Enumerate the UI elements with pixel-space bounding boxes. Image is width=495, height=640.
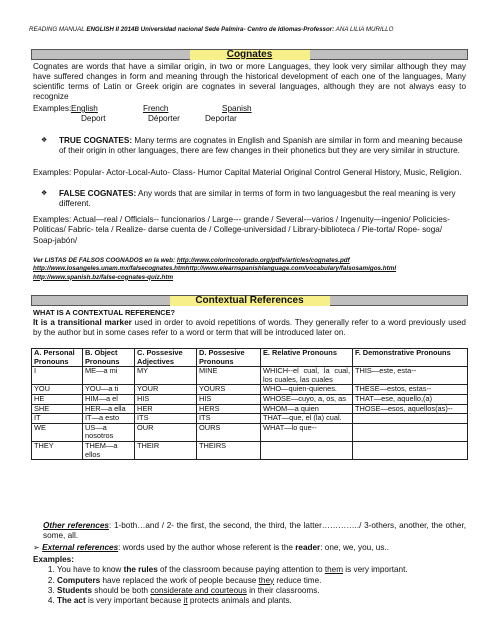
external-references-text-a: : words used by the author whose referent is the (118, 543, 296, 552)
table-cell: IT—a esto (83, 414, 135, 424)
word-spanish: Deportar (205, 114, 237, 123)
diamond-bullet-icon: ❖ (41, 190, 48, 197)
table-cell: THESE—estos, estas-- (353, 385, 468, 395)
table-cell: YOU (32, 385, 83, 395)
examples-label: Examples: (33, 104, 72, 113)
cognates-example-row (33, 104, 466, 114)
table-row (32, 441, 468, 459)
table-cell: HIS (135, 394, 197, 404)
page-header (29, 26, 469, 33)
external-references-label: External references (42, 543, 119, 552)
header-suffix: ANA LILIA MURILLO (335, 26, 394, 33)
true-cognates-label: TRUE COGNATES: (59, 136, 133, 145)
contextual-title-bar (31, 295, 468, 306)
table-cell (353, 414, 468, 424)
link-losangeles[interactable]: http://www.losangeles.unam.mx/falsecognates.htm (33, 265, 186, 273)
col-spanish: Spanish (222, 104, 252, 113)
table-header-cell: D. Possesive Pronouns (197, 349, 261, 367)
contextual-lead (33, 318, 466, 338)
false-examples-text: Actual—real / Officials-- funcionarios / Large--- grande / Several---varios / Ingenuity—ingenio/ Policicies-Politicas/ Fabric- tela / Realize- darse cuenta de / College-universidad / Library-biblioteca / Pie-torta/ Rope- soga/ Soap-jabón/ (33, 215, 450, 245)
links-block (33, 257, 473, 282)
table-cell: THOSE—esos, aquellos(as)-- (353, 404, 468, 414)
table-cell: WHOSE—cuyo, a, os, as (261, 394, 353, 404)
header-prefix: READING MANUAL (29, 26, 85, 33)
header-bold: ENGLISH II 2014B Universidad nacional Sede Palmira- Centro de Idiomas-Professor: (86, 26, 335, 33)
word-french: Déporter (148, 114, 180, 123)
table-header-cell: C. Possesive Adjectives (135, 349, 197, 367)
table-cell: MY (135, 367, 197, 385)
table-cell: THEY (32, 441, 83, 459)
table-header-cell: F. Demonstrative Pronouns (353, 349, 468, 367)
table-cell: THEIRS (197, 441, 261, 459)
word-english: Deport (81, 114, 106, 123)
col-english: English (71, 104, 98, 113)
table-cell: THEM—a ellos (83, 441, 135, 459)
links-intro: Ver LISTAS DE FALSOS COGNADOS en la web: (33, 257, 177, 264)
false-cognates-label: FALSE COGNATES: (59, 189, 137, 198)
table-cell: OURS (197, 423, 261, 441)
table-cell: WHO—quien-quienes. (261, 385, 353, 395)
table-cell (353, 423, 468, 441)
contextual-question: WHAT IS A CONTEXTUAL REFERENCE? (33, 308, 176, 317)
other-references-text: : 1-both…and / 2- the first, the second, the third, the latter…………../ 3-others, another, the other, some, all. (43, 521, 466, 541)
table-cell (261, 441, 353, 459)
table-row (32, 394, 468, 404)
table-row (32, 423, 468, 441)
link-colorincolorado[interactable]: http://www.colorincolorado.org/pdfs/articles/cognates.pdf (176, 257, 350, 264)
contextual-lead-bold: It is a transitional marker (33, 318, 132, 327)
table-header-row (32, 349, 468, 367)
contextual-lead-text: used in order to avoid repetitions of words. They generally refer to a word previously used by the author but in some cases refer to a word or term that will be introduced later on. (33, 318, 466, 338)
examples-list (33, 565, 473, 606)
cognates-title: Cognates (190, 50, 310, 60)
table-row (32, 414, 468, 424)
table-cell: MINE (197, 367, 261, 385)
table-cell: HIM—a el (83, 394, 135, 404)
table-cell: WHAT—lo que-- (261, 423, 353, 441)
table-row (32, 367, 468, 385)
true-cognates-bullet (43, 136, 465, 156)
table-cell: THAT—que, el (la) cual. (261, 414, 353, 424)
table-header-cell: B. Object Pronouns (83, 349, 135, 367)
table-cell: THAT—ese, aquello,(a) (353, 394, 468, 404)
table-cell: YOURS (197, 385, 261, 395)
arrow-bullet-icon: ➢ (33, 543, 43, 552)
list-item: 2. Computers have replaced the work of people because they reduce time. (57, 576, 473, 586)
true-cognates-examples: Examples: Popular- Actor-Local-Auto- Class- Humor Capital Material Original Control General History, Music, Religion. (33, 168, 462, 177)
external-references-reader: reader (295, 543, 321, 552)
table-cell: HIS (197, 394, 261, 404)
table-cell: YOU—a ti (83, 385, 135, 395)
table-header-cell: E. Relative Pronouns (261, 349, 353, 367)
table-cell: WHICH--el cual, la cual, los cuales, las cuales (261, 367, 353, 385)
link-elearnspanish[interactable]: http://www.elearnspanishlanguage.com/vocabulary/falsosamigos.html (185, 265, 397, 273)
pronouns-table (31, 348, 468, 460)
table-cell: HERS (197, 404, 261, 414)
table-cell (353, 441, 468, 459)
cognates-intro: Cognates are words that have a similar origin, in two or more Languages, they look very similar although they may have suffered changes in form and meaning through the historical development of each one of the languages, Many scientific terms of Latin or Greek origin are cognates in several languages, although they are not always easy to recognize (33, 62, 466, 102)
cognates-title-bar (31, 49, 468, 60)
examples-heading: Examples: (33, 555, 74, 564)
diamond-bullet-icon: ❖ (41, 137, 48, 144)
table-cell: HER (135, 404, 197, 414)
table-cell: ITS (197, 414, 261, 424)
table-cell: THEIR (135, 441, 197, 459)
external-references-text-b: : one, we, you, us.. (320, 543, 389, 552)
table-cell: IT (32, 414, 83, 424)
false-cognates-bullet (43, 189, 465, 209)
false-cognates-examples (33, 215, 466, 246)
list-item: 1. You have to know the rules of the classroom because paying attention to them is very important. (57, 565, 473, 575)
link-spanish-bz[interactable]: http://www.spanish.bz/false-cognates-quiz.htm (33, 273, 174, 281)
false-cognates-text: Any words that are similar in terms of form in two languagesbut the real meaning is very different. (59, 189, 456, 209)
table-cell: WE (32, 423, 83, 441)
table-cell: ME—a mi (83, 367, 135, 385)
table-cell: WHOM—a quien (261, 404, 353, 414)
external-references (33, 543, 466, 553)
table-cell: SHE (32, 404, 83, 414)
col-french: French (143, 104, 169, 113)
table-cell: OUR (135, 423, 197, 441)
table-cell: I (32, 367, 83, 385)
contextual-title: Contextual References (170, 296, 330, 306)
other-references (43, 521, 466, 541)
table-cell: US—a nosotros (83, 423, 135, 441)
other-references-label: Other references (43, 521, 109, 530)
table-cell: HER—a ella (83, 404, 135, 414)
list-item: 3. Students should be both considerate and courteous in their classrooms. (57, 586, 473, 596)
false-examples-label: Examples: (33, 215, 74, 224)
true-cognates-text: Many terms are cognates in English and Spanish are similar in form and meaning because of their origin in other languages, there are few changes in their phonetics but they are very similar in structure. (59, 136, 463, 156)
table-cell: ITS (135, 414, 197, 424)
table-cell: YOUR (135, 385, 197, 395)
list-item: 4. The act is very important because it protects animals and plants. (57, 596, 473, 606)
table-cell: HE (32, 394, 83, 404)
table-header-cell: A. Personal Pronouns (32, 349, 83, 367)
table-cell: THIS—este, esta-- (353, 367, 468, 385)
examples-block (33, 555, 473, 606)
